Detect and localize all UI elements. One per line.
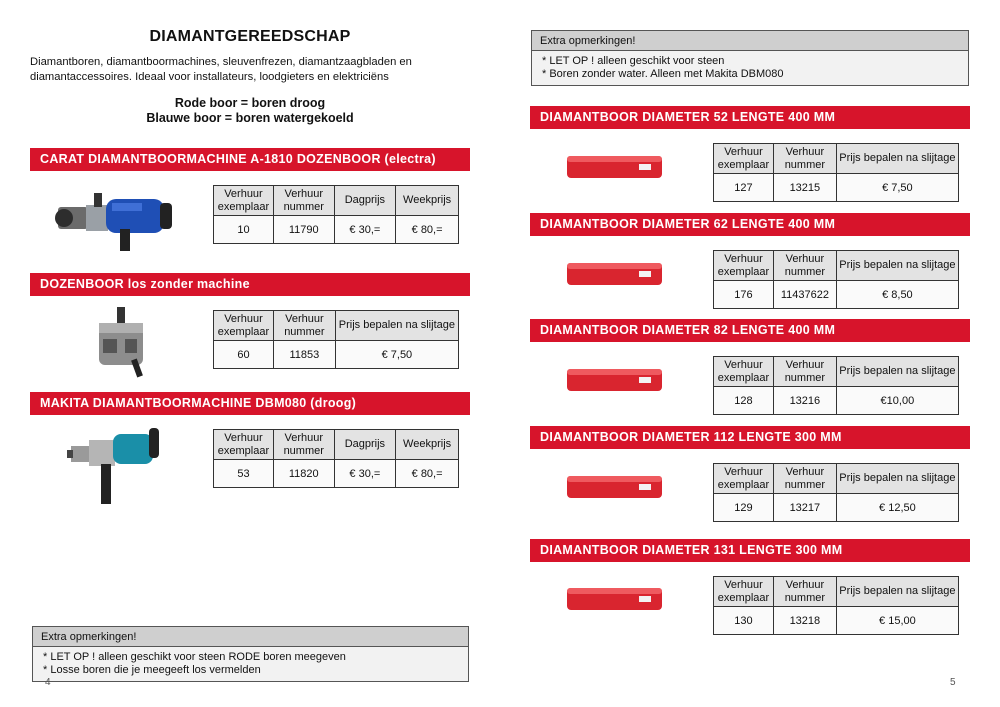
cell-exemplaar: 129 (714, 494, 774, 522)
notes-box-left (32, 626, 469, 682)
makita-drill-image (65, 418, 170, 508)
col-header-dagprijs: Dagprijs (334, 430, 396, 460)
notes-box-right (531, 30, 969, 86)
table-row (714, 494, 959, 522)
col-header-weekprijs: Weekprijs (396, 186, 459, 216)
drill-color-legend (30, 96, 470, 126)
col-header-prijs: Prijs bepalen na slijtage (836, 144, 958, 174)
cell-prijs: €10,00 (836, 387, 958, 415)
table-row (214, 216, 459, 244)
core-bit-image (567, 472, 662, 502)
table-62mm (713, 250, 959, 309)
cell-nummer: 11820 (273, 460, 334, 488)
cell-exemplaar: 128 (714, 387, 774, 415)
cell-weekprijs: € 80,= (396, 216, 459, 244)
page-number-right: 5 (950, 677, 956, 688)
col-header-prijs: Prijs bepalen na slijtage (335, 311, 458, 341)
section-title-52mm: DIAMANTBOOR DIAMETER 52 LENGTE 400 MM (530, 106, 970, 129)
table-row (714, 607, 959, 635)
cell-exemplaar: 60 (214, 341, 274, 369)
col-header-dagprijs: Dagprijs (334, 186, 396, 216)
col-header-weekprijs: Weekprijs (396, 430, 459, 460)
cell-dagprijs: € 30,= (334, 460, 396, 488)
cell-exemplaar: 10 (214, 216, 274, 244)
hole-saw-image (85, 305, 155, 380)
col-header-nummer: Verhuur nummer (773, 464, 836, 494)
dozenboor-table (213, 310, 459, 369)
cell-exemplaar: 130 (714, 607, 774, 635)
cell-exemplaar: 176 (714, 281, 774, 309)
col-header-nummer: Verhuur nummer (773, 357, 836, 387)
section-title-82mm: DIAMANTBOOR DIAMETER 82 LENGTE 400 MM (530, 319, 970, 342)
table-row (714, 281, 959, 309)
core-bit-image (567, 152, 662, 182)
intro-line-1: Diamantboren, diamantboormachines, sleuvenfrezen, diamantzaagbladen en (30, 56, 412, 68)
page-title: DIAMANTGEREEDSCHAP (149, 28, 351, 45)
section-title-112mm: DIAMANTBOOR DIAMETER 112 LENGTE 300 MM (530, 426, 970, 449)
cell-exemplaar: 53 (214, 460, 274, 488)
col-header-prijs: Prijs bepalen na slijtage (836, 357, 958, 387)
notes-header: Extra opmerkingen! (33, 627, 468, 647)
cell-nummer: 11853 (273, 341, 335, 369)
section-title-dozenboor: DOZENBOOR los zonder machine (30, 273, 470, 296)
cell-nummer: 11437622 (773, 281, 836, 309)
table-52mm (713, 143, 959, 202)
col-header-exemplaar: Verhuur exemplaar (714, 464, 774, 494)
cell-nummer: 11790 (273, 216, 334, 244)
carat-drill-image (50, 185, 180, 255)
col-header-exemplaar: Verhuur exemplaar (714, 577, 774, 607)
core-bit-image (567, 365, 662, 395)
section-title-makita: MAKITA DIAMANTBOORMACHINE DBM080 (droog) (30, 392, 470, 415)
cell-nummer: 13217 (773, 494, 836, 522)
col-header-exemplaar: Verhuur exemplaar (714, 251, 774, 281)
cell-weekprijs: € 80,= (396, 460, 459, 488)
col-header-nummer: Verhuur nummer (273, 186, 334, 216)
section-title-131mm: DIAMANTBOOR DIAMETER 131 LENGTE 300 MM (530, 539, 970, 562)
notes-line-1: * LET OP ! alleen geschikt voor steen RODE boren meegeven (43, 651, 346, 663)
notes-line-2: * Losse boren die je meegeeft los vermelden (43, 664, 261, 676)
cell-prijs: € 7,50 (335, 341, 458, 369)
core-bit-image (567, 259, 662, 289)
col-header-exemplaar: Verhuur exemplaar (214, 311, 274, 341)
col-header-exemplaar: Verhuur exemplaar (214, 186, 274, 216)
table-row (214, 341, 459, 369)
table-112mm (713, 463, 959, 522)
section-title-carat: CARAT DIAMANTBOORMACHINE A-1810 DOZENBOOR (electra) (30, 148, 470, 171)
cell-prijs: € 8,50 (836, 281, 958, 309)
table-row (214, 460, 459, 488)
intro-line-2: diamantaccessoires. Ideaal voor installateurs, loodgieters en elektriciëns (30, 71, 389, 83)
col-header-prijs: Prijs bepalen na slijtage (836, 577, 958, 607)
table-131mm (713, 576, 959, 635)
col-header-exemplaar: Verhuur exemplaar (214, 430, 274, 460)
makita-table (213, 429, 459, 488)
col-header-prijs: Prijs bepalen na slijtage (836, 251, 958, 281)
cell-dagprijs: € 30,= (334, 216, 396, 244)
cell-prijs: € 12,50 (836, 494, 958, 522)
legend-red: Rode boor = boren droog (174, 96, 326, 110)
intro-text (30, 55, 460, 85)
table-row (714, 387, 959, 415)
col-header-nummer: Verhuur nummer (273, 430, 334, 460)
col-header-nummer: Verhuur nummer (773, 251, 836, 281)
col-header-nummer: Verhuur nummer (773, 577, 836, 607)
cell-nummer: 13218 (773, 607, 836, 635)
table-82mm (713, 356, 959, 415)
cell-exemplaar: 127 (714, 174, 774, 202)
carat-table (213, 185, 459, 244)
col-header-exemplaar: Verhuur exemplaar (714, 144, 774, 174)
table-row (714, 174, 959, 202)
notes-header: Extra opmerkingen! (532, 31, 968, 51)
notes-line-1: * LET OP ! alleen geschikt voor steen (542, 55, 725, 67)
col-header-nummer: Verhuur nummer (273, 311, 335, 341)
cell-prijs: € 7,50 (836, 174, 958, 202)
cell-nummer: 13216 (773, 387, 836, 415)
cell-nummer: 13215 (773, 174, 836, 202)
page-number-left: 4 (45, 677, 51, 688)
section-title-62mm: DIAMANTBOOR DIAMETER 62 LENGTE 400 MM (530, 213, 970, 236)
col-header-exemplaar: Verhuur exemplaar (714, 357, 774, 387)
legend-blue: Blauwe boor = boren watergekoeld (146, 111, 354, 125)
core-bit-image (567, 584, 662, 614)
notes-line-2: * Boren zonder water. Alleen met Makita DBM080 (542, 68, 784, 80)
cell-prijs: € 15,00 (836, 607, 958, 635)
col-header-nummer: Verhuur nummer (773, 144, 836, 174)
col-header-prijs: Prijs bepalen na slijtage (836, 464, 958, 494)
